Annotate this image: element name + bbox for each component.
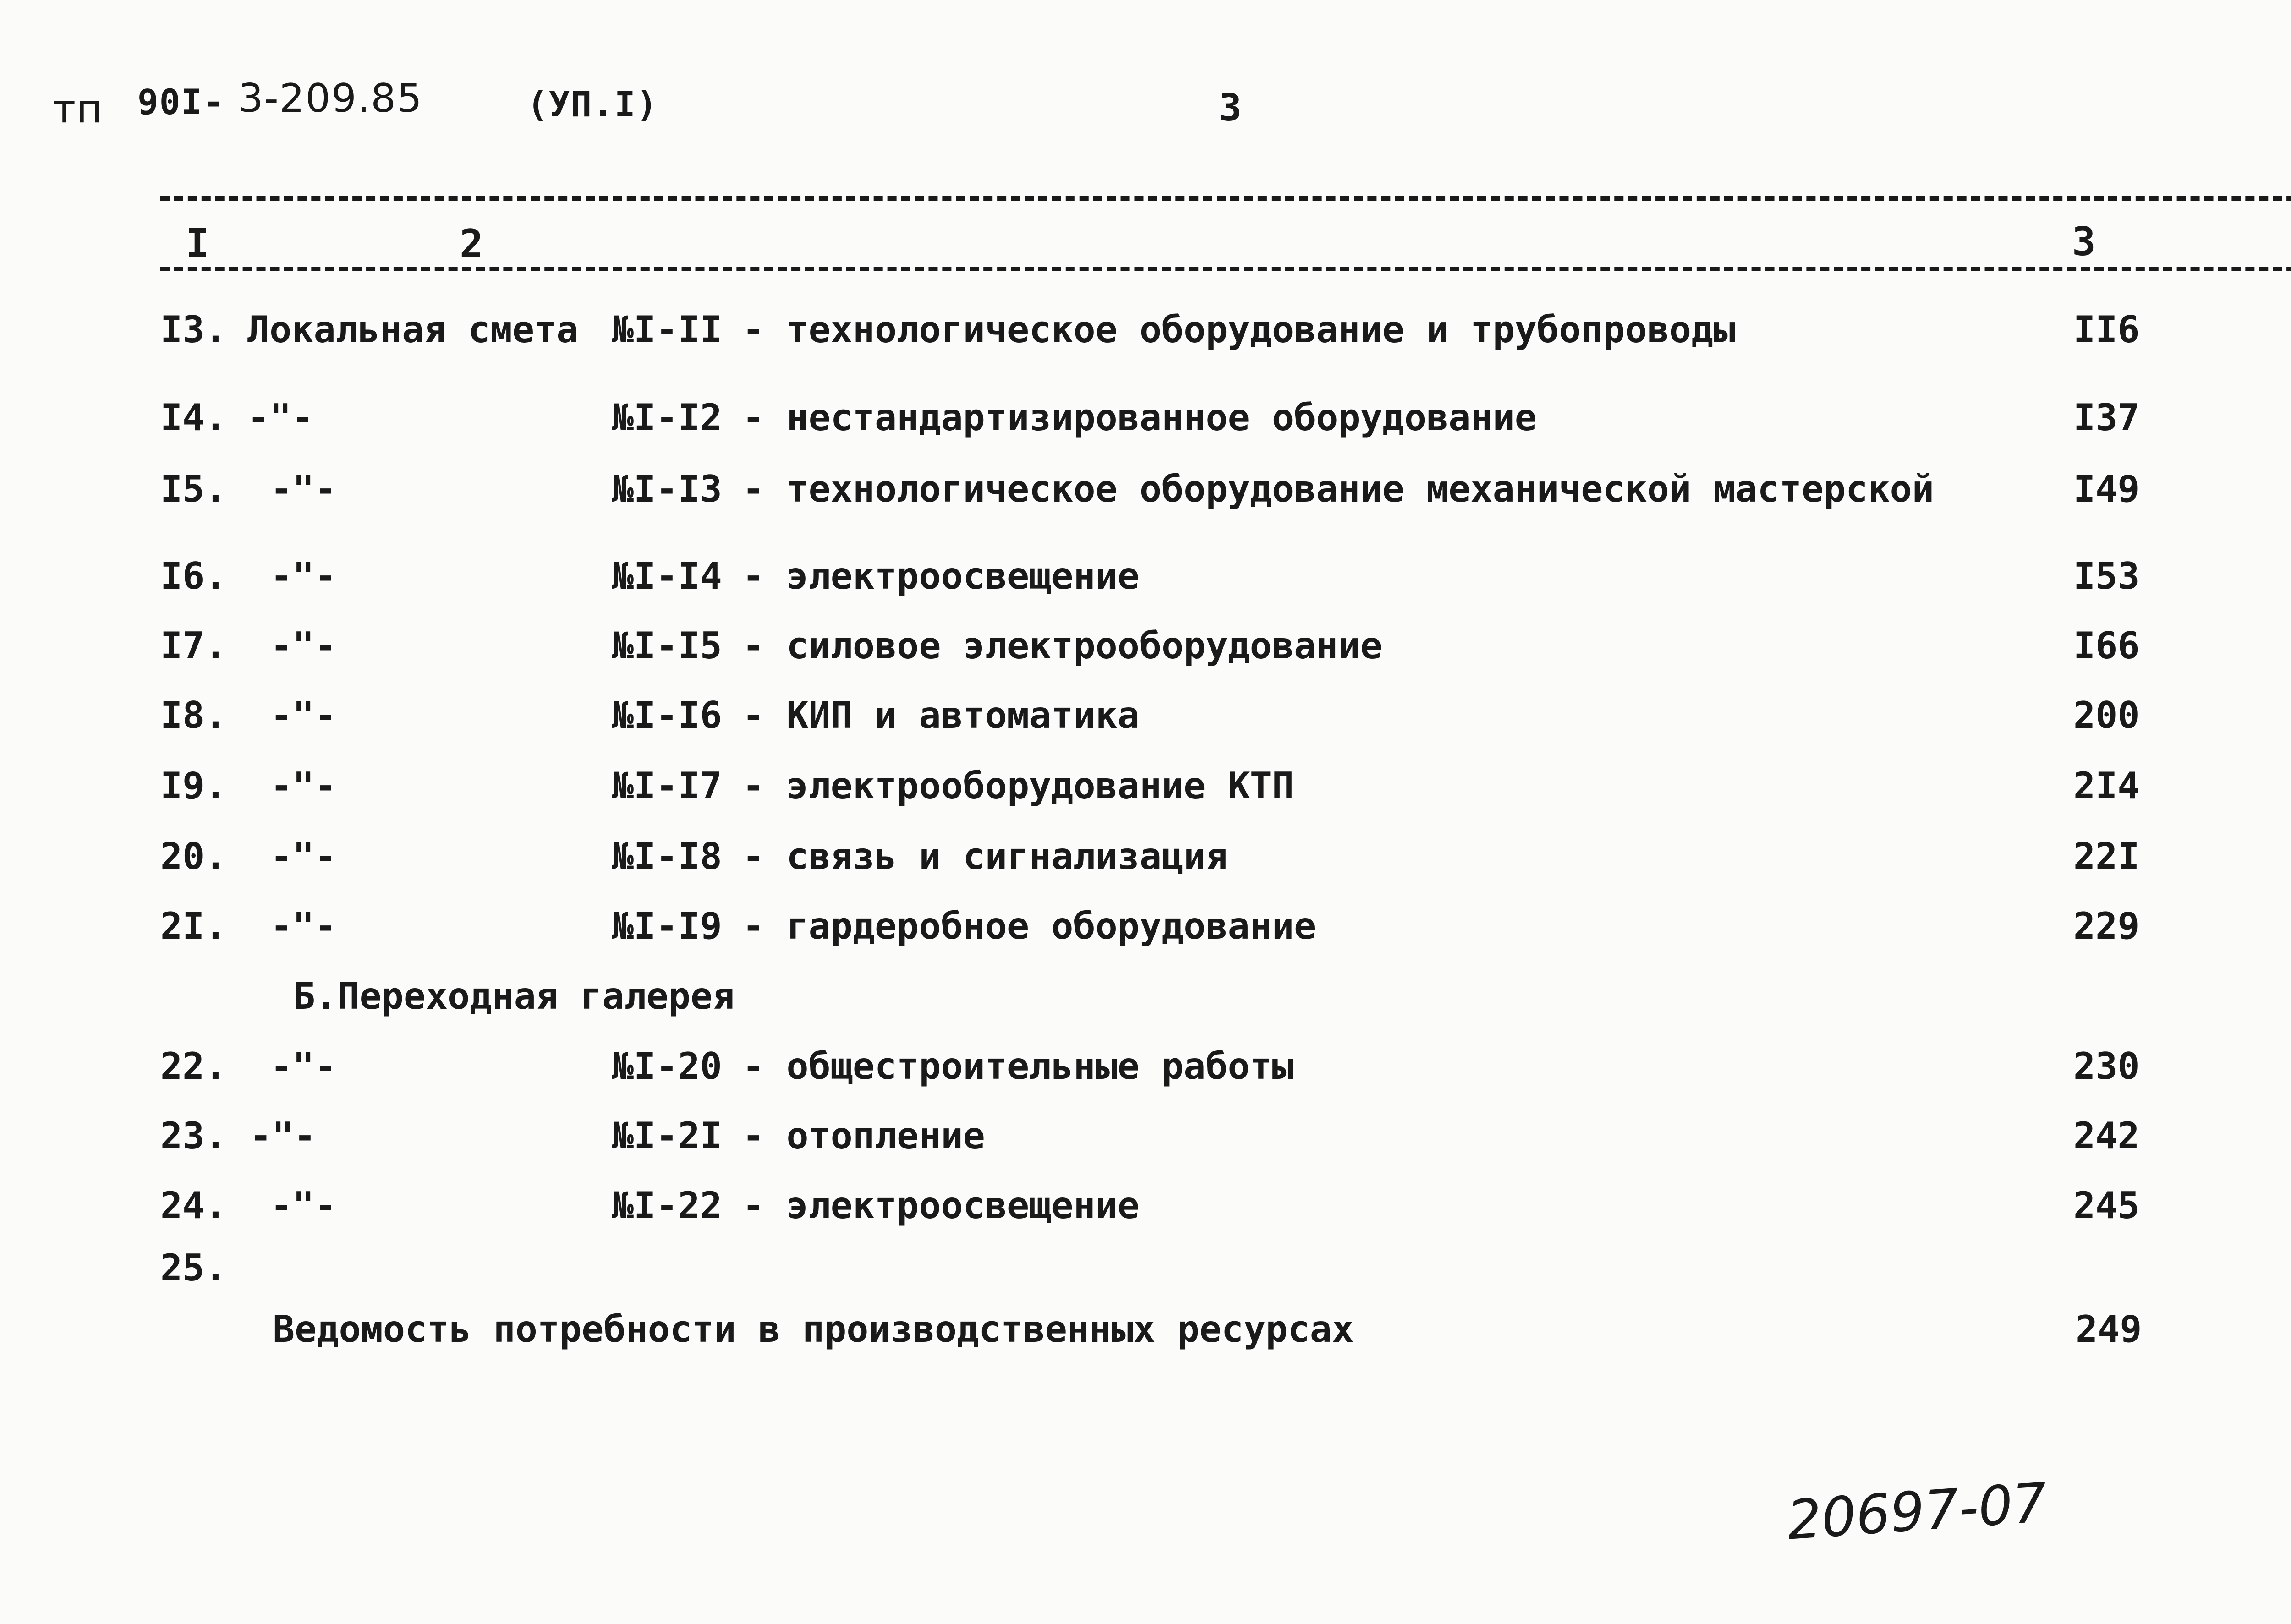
table-row (0, 396, 2291, 445)
row-page: 242 (2073, 1115, 2140, 1157)
table-row (0, 1184, 2291, 1233)
row-label: -"- (270, 765, 337, 807)
row-page: 245 (2073, 1184, 2140, 1227)
handwritten-footer-number: 20697-07 (1785, 1471, 2050, 1552)
column-header-3: 3 (2072, 219, 2096, 265)
row-label: -"- (247, 396, 314, 439)
row-code: №I-I7 (612, 765, 722, 807)
header-volume: (УП.I) (527, 84, 658, 125)
row-number: I8. (160, 694, 227, 737)
row-code: №I-I3 (612, 468, 722, 510)
row-code: №I-I9 (612, 905, 722, 947)
row-label: -"- (270, 835, 337, 878)
table-top-rule (160, 196, 2291, 201)
row-label: -"- (270, 624, 337, 667)
table-row (0, 1115, 2291, 1164)
row-page: 230 (2073, 1045, 2140, 1088)
row-code: №I-I8 (612, 835, 722, 878)
row-label: Локальная смета (247, 308, 579, 351)
row-description: - электроосвещение (742, 1184, 1140, 1227)
row-number: 25. (160, 1247, 227, 1289)
section-heading: Б.Переходная галерея (293, 975, 735, 1017)
table-row (0, 835, 2291, 884)
row-description: Ведомость потребности в производственных ресурсах (273, 1308, 1354, 1351)
row-label: -"- (270, 555, 337, 597)
row-page: I37 (2073, 396, 2140, 439)
row-code: №I-I5 (612, 624, 722, 667)
row-code: №I-20 (612, 1045, 722, 1088)
table-row (0, 624, 2291, 673)
row-page: 249 (2076, 1308, 2142, 1351)
row-code: №I-I2 (612, 396, 722, 439)
row-description: - технологическое оборудование и трубопроводы (742, 308, 1736, 351)
page-number: 3 (1219, 86, 1242, 130)
table-header-rule (160, 267, 2291, 271)
row-code: №I-22 (612, 1184, 722, 1227)
row-description: - нестандартизированное оборудование (742, 396, 1537, 439)
row-label: -"- (270, 694, 337, 737)
row-label: -"- (270, 468, 337, 510)
row-page: 229 (2073, 905, 2140, 947)
row-description: - электроосвещение (742, 555, 1140, 597)
row-number: 23. (160, 1115, 227, 1157)
row-description: - КИП и автоматика (742, 694, 1140, 737)
row-code: №I-I6 (612, 694, 722, 737)
column-header-1: I (186, 220, 209, 266)
table-row (0, 905, 2291, 954)
header-code-handwritten: 3-209.85 (238, 76, 423, 121)
row-page: 2I4 (2073, 765, 2140, 807)
row-number: 22. (160, 1045, 227, 1088)
row-number: I6. (160, 555, 227, 597)
row-code: №I-I4 (612, 555, 722, 597)
row-page: I66 (2073, 624, 2140, 667)
row-number: I4. (160, 396, 227, 439)
row-label: -"- (270, 905, 337, 947)
row-description: - электрооборудование КТП (742, 765, 1294, 807)
table-row (0, 765, 2291, 814)
row-description: - гардеробное оборудование (742, 905, 1316, 947)
row-description: - технологическое оборудование механической мастерской (742, 468, 1934, 510)
row-page: II6 (2073, 308, 2140, 351)
row-number: I7. (160, 624, 227, 667)
row-label: -"- (270, 1184, 337, 1227)
row-number: I5. (160, 468, 227, 510)
column-header-2: 2 (460, 221, 483, 267)
row-number: 20. (160, 835, 227, 878)
table-row (0, 694, 2291, 743)
row-label: -"- (270, 1045, 337, 1088)
row-number: I9. (160, 765, 227, 807)
table-row (0, 1045, 2291, 1094)
header-prefix: тп (53, 86, 104, 132)
row-description: - связь и сигнализация (742, 835, 1228, 878)
row-page: I53 (2073, 555, 2140, 597)
row-description: - отопление (742, 1115, 985, 1157)
row-number: I3. (160, 308, 227, 351)
row-code: №I-2I (612, 1115, 722, 1157)
row-number: 24. (160, 1184, 227, 1227)
row-description: - общестроительные работы (742, 1045, 1294, 1088)
row-description: - силовое электрооборудование (742, 624, 1382, 667)
table-row (0, 555, 2291, 604)
header-code: 90I- (137, 82, 225, 122)
row-label: -"- (250, 1115, 316, 1157)
table-row (0, 308, 2291, 357)
table-row (0, 468, 2291, 517)
row-page: I49 (2073, 468, 2140, 510)
row-page: 200 (2073, 694, 2140, 737)
row-number: 2I. (160, 905, 227, 947)
row-page: 22I (2073, 835, 2140, 878)
row-code: №I-II (612, 308, 722, 351)
